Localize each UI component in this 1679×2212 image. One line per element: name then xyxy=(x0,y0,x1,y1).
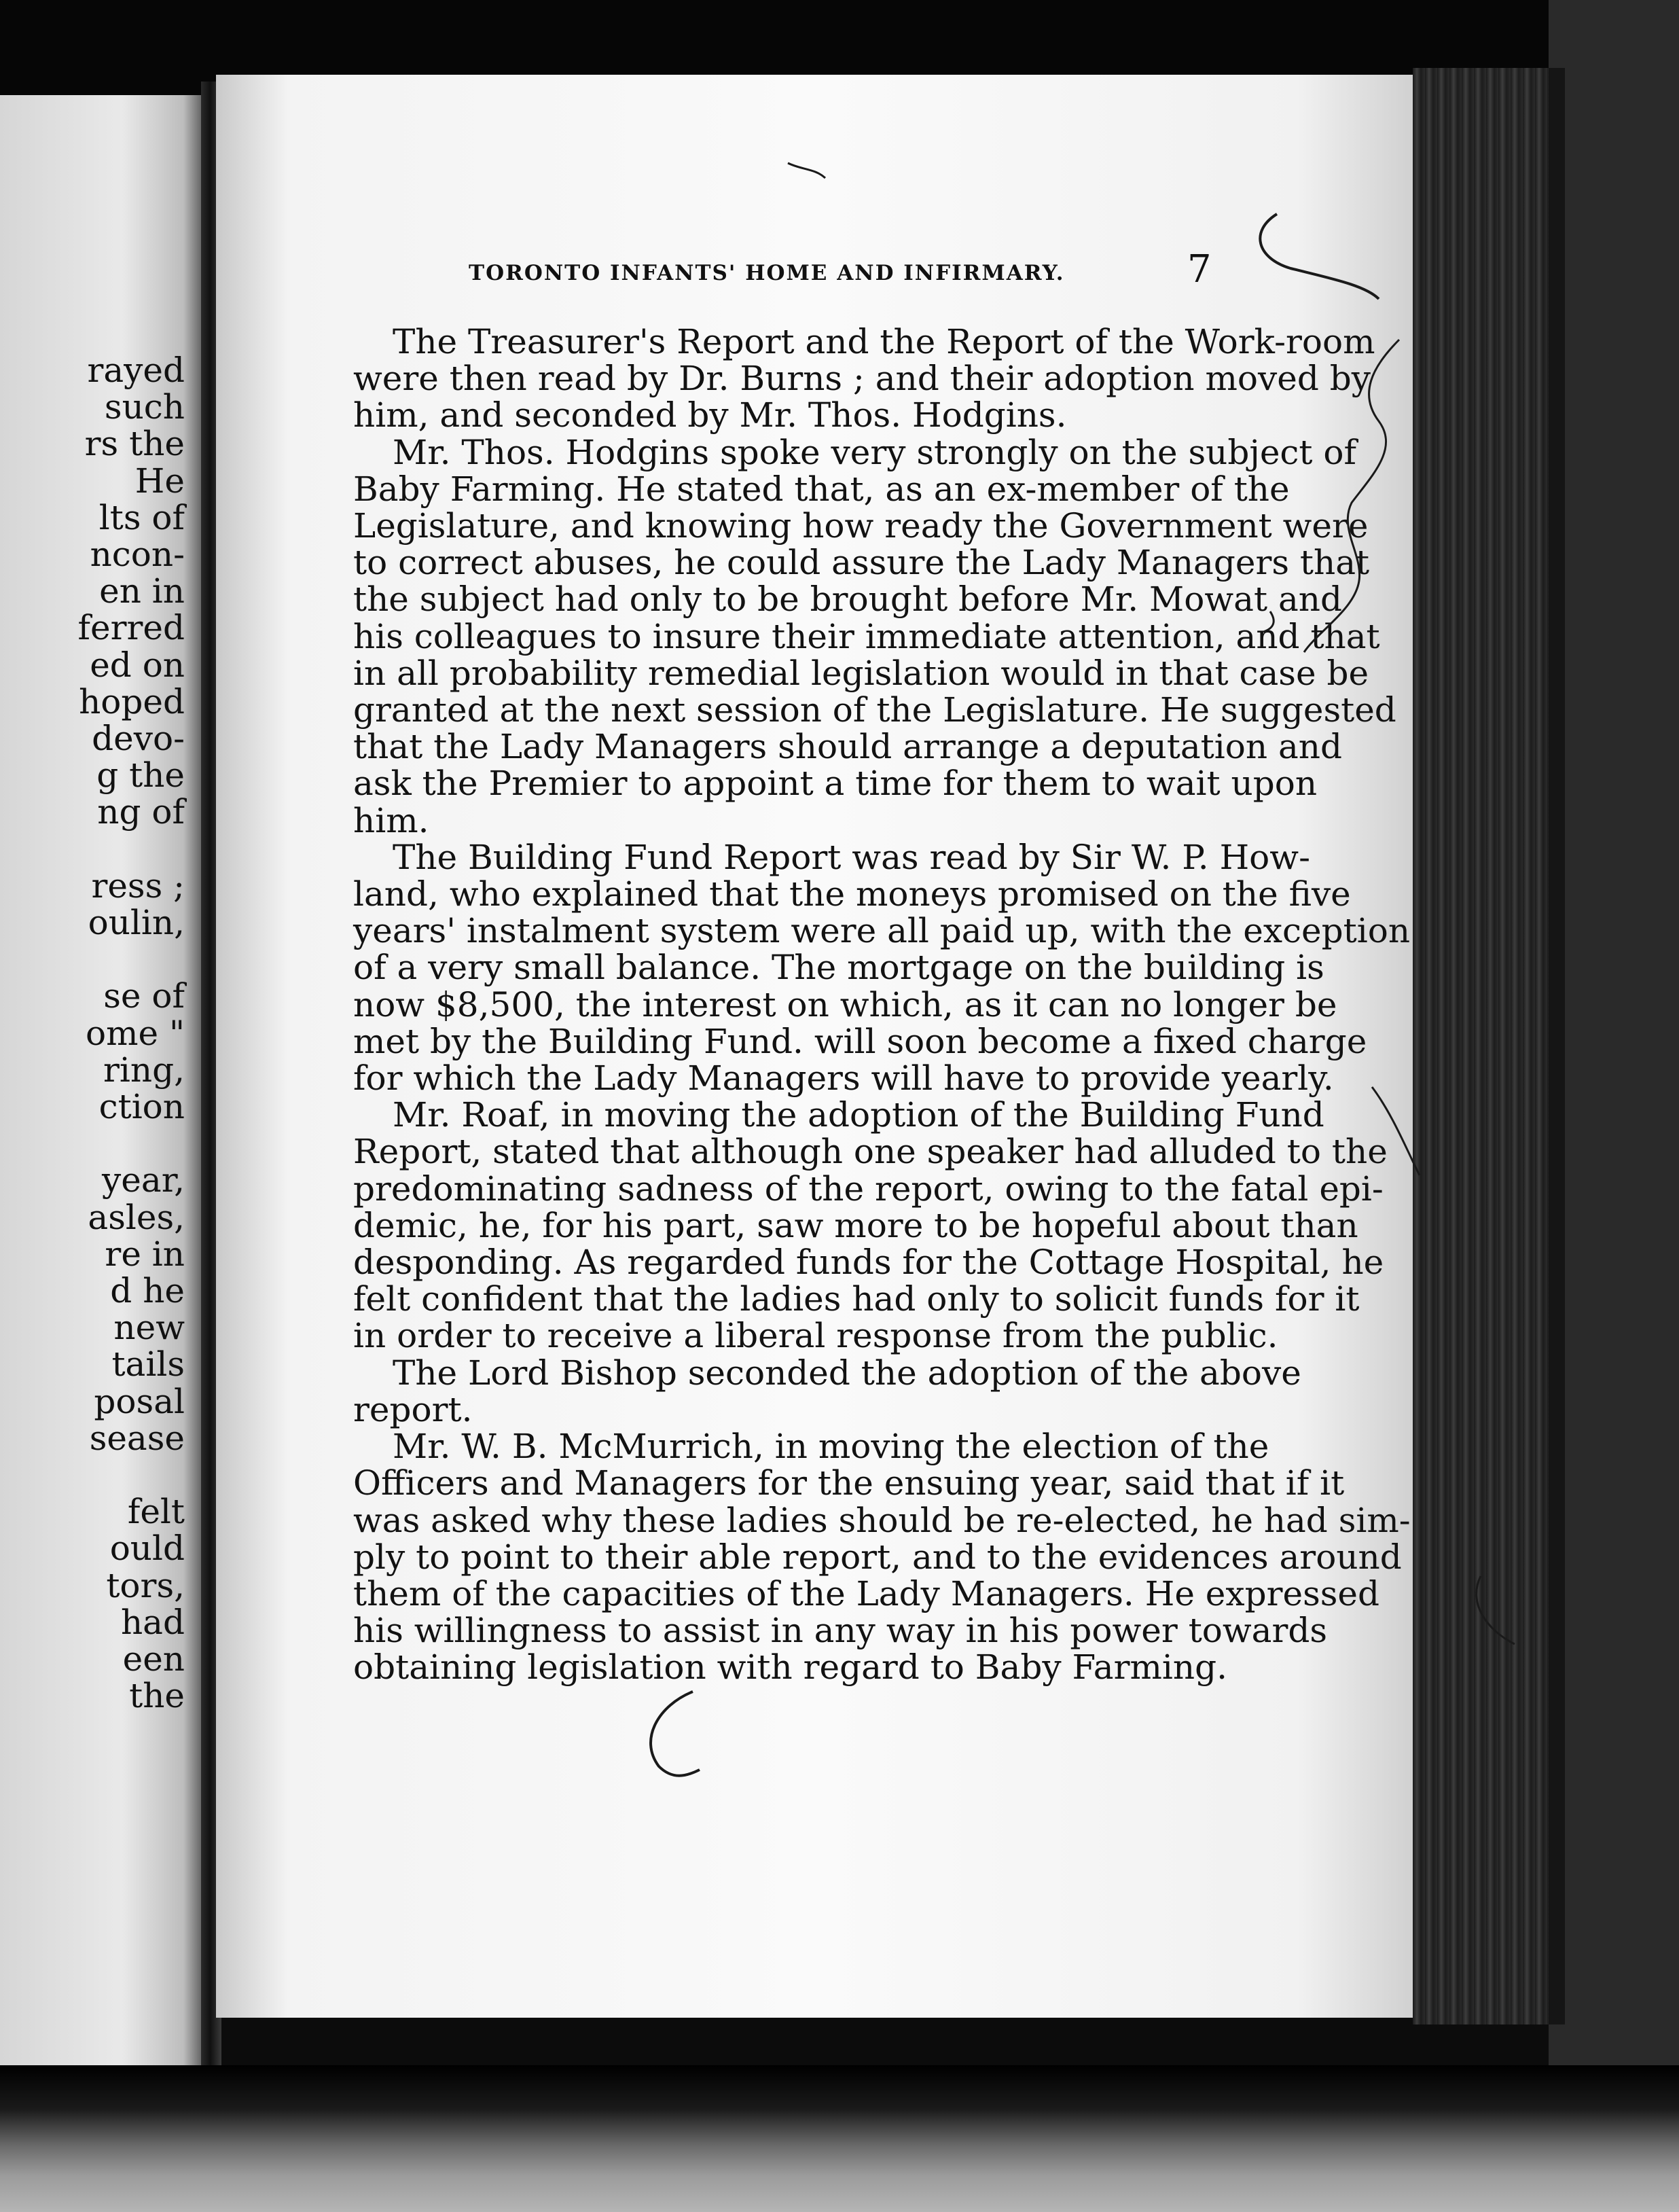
left-page-line-fragment: g the xyxy=(96,755,185,796)
text-line: The Building Fund Report was read by Sir W. P. How- xyxy=(393,837,1310,877)
text-line: ask the Premier to appoint a time for them to wait upon xyxy=(353,764,1318,804)
text-line: now $8,500, the interest on which, as it can no longer be xyxy=(353,984,1337,1024)
text-line: predominating sadness of the report, owing to the fatal epi- xyxy=(353,1169,1384,1209)
text-line: years' instalment system were all paid up, with the exception xyxy=(353,911,1411,951)
body-text xyxy=(353,322,1411,1688)
left-page-line-fragment: rs the xyxy=(84,424,185,464)
left-page-line-fragment: tails xyxy=(111,1344,185,1385)
page-number: 7 xyxy=(1187,247,1212,291)
page-edges xyxy=(1413,68,1549,2024)
paragraph xyxy=(353,837,1411,1099)
left-page-line-fragment: felt xyxy=(127,1492,185,1532)
text-line: land, who explained that the moneys promised on the five xyxy=(353,874,1351,914)
text-line: in order to receive a liberal response from the public. xyxy=(353,1316,1278,1356)
text-line: Officers and Managers for the ensuing year, said that if it xyxy=(353,1463,1345,1503)
text-line: The Lord Bishop seconded the adoption of the above xyxy=(393,1353,1301,1393)
text-line: of a very small balance. The mortgage on the building is xyxy=(353,948,1324,988)
left-page-line-fragment: ome " xyxy=(86,1013,185,1053)
left-page-line-fragment: ring, xyxy=(103,1050,185,1090)
left-page-fragment xyxy=(0,95,204,2065)
left-page-line-fragment: the xyxy=(129,1676,185,1716)
left-page-line-fragment: devo- xyxy=(92,719,185,758)
left-page-line-fragment: d he xyxy=(110,1271,185,1310)
text-line: in all probability remedial legislation would in that case be xyxy=(353,653,1369,693)
scan-floor xyxy=(0,2065,1679,2212)
left-page-line-fragment: sease xyxy=(89,1418,185,1458)
text-line: him. xyxy=(353,800,429,840)
left-page-line-fragment: rayed xyxy=(87,351,185,390)
left-page-line-fragment: hoped xyxy=(79,681,185,721)
text-line: that the Lady Managers should arrange a deputation and xyxy=(353,727,1342,767)
text-line: Legislature, and knowing how ready the Government were xyxy=(353,506,1369,546)
left-page-line-fragment: en in xyxy=(99,571,185,611)
text-line: him, and seconded by Mr. Thos. Hodgins. xyxy=(353,395,1067,435)
text-line: the subject had only to be brought before Mr. Mowat and xyxy=(353,579,1342,620)
left-page-line-fragment: een xyxy=(122,1639,185,1679)
text-line: to correct abuses, he could assure the Lady Managers that xyxy=(353,543,1370,583)
left-page-line-fragment: such xyxy=(104,387,185,427)
text-line: his willingness to assist in any way in his power towards xyxy=(353,1611,1328,1651)
text-line: Report, stated that although one speaker had alluded to the xyxy=(353,1132,1388,1172)
paragraph xyxy=(353,1353,1301,1429)
left-page-line-fragment: ress ; xyxy=(91,866,185,906)
left-page-line-fragment: new xyxy=(113,1308,185,1348)
left-page-line-fragment: re in xyxy=(105,1234,185,1274)
left-page-line-fragment: ncon- xyxy=(90,535,185,574)
paragraph xyxy=(353,322,1375,435)
text-line: The Treasurer's Report and the Report of the Work-room xyxy=(393,322,1375,361)
left-page-line-fragment: se of xyxy=(103,976,185,1016)
text-line: report. xyxy=(353,1389,473,1429)
text-line: obtaining legislation with regard to Baby Farming. xyxy=(353,1647,1228,1688)
left-page-line-fragment: lts of xyxy=(98,497,185,537)
scan-background-right xyxy=(1549,0,1679,2212)
paragraph xyxy=(353,432,1396,840)
text-line: for which the Lady Managers will have to provide yearly. xyxy=(353,1058,1334,1099)
text-line: Mr. Roaf, in moving the adoption of the Building Fund xyxy=(393,1095,1324,1135)
left-page-line-fragment: ferred xyxy=(77,608,185,648)
left-page-line-fragment: ed on xyxy=(90,645,185,685)
left-page-line-fragment: had xyxy=(120,1602,185,1642)
text-line: demic, he, for his part, saw more to be hopeful about than xyxy=(353,1205,1358,1245)
left-page-line-fragment: ould xyxy=(109,1529,185,1569)
text-line: Baby Farming. He stated that, as an ex-member of the xyxy=(353,469,1290,509)
left-page-line-fragment: ction xyxy=(98,1087,185,1126)
text-line: Mr. W. B. McMurrich, in moving the election of the xyxy=(393,1427,1269,1467)
left-page-line-fragment: asles, xyxy=(88,1197,185,1237)
left-page-line-fragment: ng of xyxy=(97,792,185,832)
text-line: his colleagues to insure their immediate attention, and that xyxy=(353,616,1380,656)
paragraph xyxy=(353,1095,1388,1356)
running-title: TORONTO INFANTS' HOME AND INFIRMARY. xyxy=(469,261,1065,285)
left-page-line-fragment: year, xyxy=(102,1160,185,1200)
left-page-line-fragment: He xyxy=(134,461,185,501)
left-page-line-fragment: posal xyxy=(94,1381,185,1421)
text-line: desponding. As regarded funds for the Cottage Hospital, he xyxy=(353,1243,1384,1283)
text-line: ply to point to their able report, and to the evidences around xyxy=(353,1537,1402,1577)
text-line: was asked why these ladies should be re-elected, he had sim- xyxy=(353,1500,1411,1540)
text-line: Mr. Thos. Hodgins spoke very strongly on the subject of xyxy=(393,432,1357,472)
left-page-line-fragment: tors, xyxy=(106,1565,185,1605)
left-page-line-fragment: oulin, xyxy=(88,903,185,942)
text-line: granted at the next session of the Legislature. He suggested xyxy=(353,690,1396,730)
text-line: felt confident that the ladies had only to solicit funds for it xyxy=(353,1279,1360,1319)
text-line: were then read by Dr. Burns ; and their adoption moved by xyxy=(353,359,1371,399)
text-line: them of the capacities of the Lady Managers. He expressed xyxy=(353,1573,1380,1613)
paragraph xyxy=(353,1427,1411,1688)
text-line: met by the Building Fund. will soon become a fixed charge xyxy=(353,1021,1367,1061)
